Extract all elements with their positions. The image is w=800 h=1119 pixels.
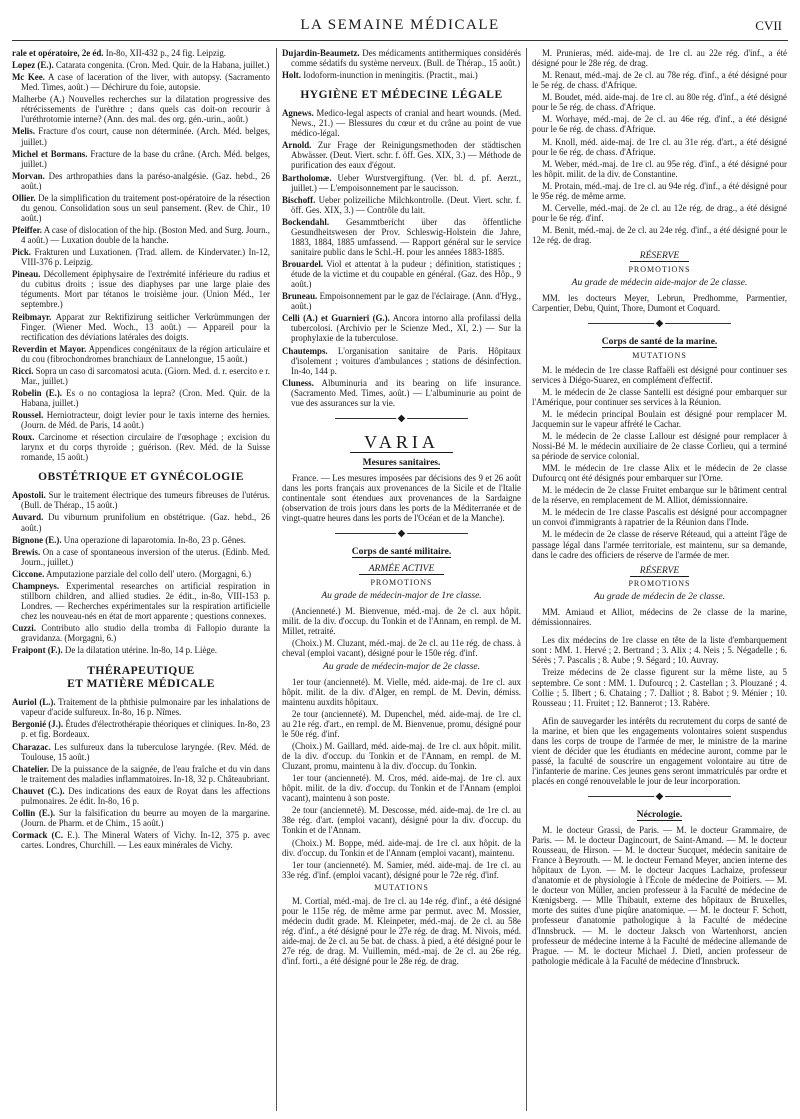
notice-paragraph: (Choix.) M. Cluzant, méd.-maj. de 2e cl. au 11e rég. de chass. à cheval (emploi vacant), désigné pour le 150e rég. d'inf. bbox=[282, 637, 521, 658]
bibliography-entry: Champneys. Experimental researches on artificial respiration in stillborn children, and allied studies. 2e édit., in-8o, VIII-153 p. Londres. — Recherches expérimentales sur la respiration artificielle chez les nouveau-nés en état de mort apparente ; questions connexes. bbox=[12, 580, 270, 622]
mesures-sanitaires-heading bbox=[282, 458, 521, 469]
subheading-text: Corps de santé de la marine. bbox=[601, 336, 718, 347]
entry-author: Cormack (C. bbox=[12, 830, 64, 841]
column-divider bbox=[276, 48, 277, 1111]
notice-paragraph: 1er tour (ancienneté). M. Vielle, méd. aide-maj. de 1re cl. aux hôpit. milit. de la div. d'Alger, en rempl. de M. Devin, démiss. maintenu auxdits hôpitaux. bbox=[282, 676, 521, 707]
bibliography-entry: Pick. Frakturen und Luxationen. (Trad. allem. de Kindervater.) In-12, VIII-376 p. Leipzig. bbox=[12, 247, 270, 268]
entry-author: Mc Kee. bbox=[12, 72, 45, 83]
entry-author: Chatelier. bbox=[12, 763, 49, 774]
bibliography-entry: Malherbe (A.) Nouvelles recherches sur la dilatation progressive des rétrécissements de l'urèthre ; dans quels cas doit-on recourir à l'uréthrotomie interne? (Ann. des mal. des org. gén.-urin., août.) bbox=[12, 94, 270, 125]
liste-paragraph: Les dix médecins de 1re classe en tête de la liste d'embarquement sont : MM. 1. Hervé ; 2. Bertrand ; 3. Alix ; 4. Neis ; 5. Négadelle ; 6. Sérès ; 7. Pascalis ; 8. Aube ; 9. Ségard ; 10. Auvray. bbox=[532, 635, 787, 666]
corps-militaire-heading bbox=[282, 547, 521, 558]
bibliography-list bbox=[12, 48, 270, 462]
notice-paragraph: M. le médecin de 2e classe de réserve Réteaud, qui a atteint l'âge de passage légal dans l'armée territoriale, est maintenu, sur sa demande, dans le cadre des officiers de réserve de l'armée de mer. bbox=[532, 529, 787, 560]
bibliography-entry: Apostoli. Sur le traitement électrique des tumeurs fibreuses de l'utérus. (Bull. de Thérap., 15 août.) bbox=[12, 490, 270, 511]
bibliography-entry: Bignone (E.). Una operazione di laparotomia. In-8o, 23 p. Gênes. bbox=[12, 534, 246, 545]
entry-author: Champneys. bbox=[12, 580, 60, 591]
paragraph-list bbox=[532, 365, 787, 560]
reserve-heading bbox=[532, 251, 787, 262]
bibliography-entry: Reibmayr. Apparat zur Rektifizirung seitlicher Verkrümmungen der Finger. (Wiener Med. Woch., 13 août.) — Appareil pour la rectification des déviations latérales des doigts. bbox=[12, 311, 270, 342]
section-heading-line: THÉRAPEUTIQUE bbox=[87, 665, 195, 678]
entry-author: Collin (E.). bbox=[12, 807, 56, 818]
bibliography-entry: Celli (A.) et Guarnieri (G.). Ancora intorno alla profilassi della tubercolosi. (Archivio per le Scienze Med., XI, 2.) — Sur la prophylaxie de la tuberculose. bbox=[282, 313, 521, 344]
entry-author: Dujardin-Beaumetz. bbox=[282, 48, 360, 58]
notice-paragraph: 2e tour (ancienneté). M. Descosse, méd. aide-maj. de 1re cl. au 38e rég. d'art. (emploi vacant), désigné pour la div. d'occup. du Tonkin et de l'Annam. bbox=[282, 805, 521, 836]
entry-author: Bergonié (J.). bbox=[12, 719, 64, 730]
notice-paragraph: M. le médecin de 1re classe Raffaëli est désigné pour continuer ses services à Diégo-Suarez, en complément d'effectif. bbox=[532, 364, 787, 385]
entry-author: Holt. bbox=[282, 70, 301, 81]
promotions-label: PROMOTIONS bbox=[628, 264, 691, 274]
ornament-divider bbox=[532, 317, 787, 331]
notice-paragraph: M. Protain, méd.-maj. de 1re cl. au 94e rég. d'inf., a été désigné pour le 95e rég. de même arme. bbox=[532, 180, 787, 201]
ornament-divider bbox=[282, 527, 521, 541]
diamond-ornament-icon: ◆ bbox=[397, 528, 406, 540]
notice-paragraph: 2e tour (ancienneté). M. Dupenchel, méd. aide-maj. de 1re cl. au 21e rég. d'art., en rempl. de M. Bienvenue, promu, désigné pour le 50e rég. d'inf. bbox=[282, 708, 521, 739]
entry-author: Pfeiffer. bbox=[12, 225, 42, 235]
reserve-paragraph: MM. les docteurs Meyer, Lebrun, Predhomme, Parmentier, Carpentier, Debu, Quint, Thore, Dumont et Coquard. bbox=[532, 292, 787, 313]
paragraph-list bbox=[532, 48, 787, 245]
header-rule bbox=[12, 40, 788, 41]
section-heading-line: ET MATIÈRE MÉDICALE bbox=[67, 678, 215, 691]
entry-author: Ollier. bbox=[12, 192, 36, 203]
bibliography-entry: Reverdin et Mayor. Appendices congénitaux de la région articulaire et du cou (fibrochondromes branchiaux de Lannelongue, 15 août.) bbox=[12, 343, 270, 364]
entry-author: Cluness. bbox=[282, 377, 314, 388]
subheading-text: Nécrologie. bbox=[636, 810, 683, 821]
necrologie-heading bbox=[532, 810, 787, 821]
entry-author: rale et opératoire, 2e éd. bbox=[12, 48, 104, 58]
entry-author: Cuzzi. bbox=[12, 623, 36, 634]
necrologie-paragraph: M. le docteur Grassi, de Paris. — M. le docteur Grammaire, de Paris. — M. le docteur Dagincourt, de Saint-Amand. — M. le docteur Rousseau, de Hirson. — M. le docteur Sucquet, médecin sanitaire de France à Beyrouth. — M. le docteur Fernand Meyer, ancien interne des hôpitaux de Lyon. — M. le docteur Jacques Lachaize, professeur d'anatomie et de physiologie à l'École de médecine de Poitiers. — M. le docteur von Müller, ancien professeur à la Faculté de médecine de Kœnigsberg. — Mlle Thibault, externe des hôpitaux de Bruxelles, morte des suites d'une piqûre anatomique. — M. le docteur F. Schott, professeur d'anatomie pathologique à la Faculté de médecine d'Innsbruck. — M. le docteur Jaksch von Wartenhorst, ancien professeur de médecine interne à la Faculté de médecine allemande de Prague. — M. le docteur Michael J. Dietl, ancien professeur de pathologie médicale à la Faculté de médecine d'Innsbruck. bbox=[532, 824, 787, 966]
armee-active-heading bbox=[282, 564, 521, 575]
notice-paragraph: M. Knoll, méd. aide-maj. de 1re cl. au 31e rég. d'art., a été désigné pour le 6e rég. de chass. d'Afrique. bbox=[532, 136, 787, 157]
corps-marine-heading bbox=[532, 337, 787, 348]
entry-author: Agnews. bbox=[282, 108, 314, 119]
entry-author: Reibmayr. bbox=[12, 311, 52, 322]
column-right bbox=[532, 48, 787, 1113]
bibliography-entry: Cuzzi. Contributo allo studio della tromba di Fallopio durante la gravidanza. (Morgagni, 6.) bbox=[12, 623, 270, 644]
column-divider bbox=[526, 48, 527, 1111]
entry-author: Fraipont (F.). bbox=[12, 645, 63, 656]
bibliography-list bbox=[282, 108, 521, 408]
notice-paragraph: (Ancienneté.) M. Bienvenue, méd.-maj. de 2e cl. aux hôpit. milit. de la div. d'occup. du Tonkin et de l'Annam, en rempl. de M. Millet, retraité. bbox=[282, 605, 521, 636]
bibliography-entry: Dujardin-Beaumetz. Des médicaments antithermiques considérés comme sédatifs du système nerveux. (Bull. de Thérap., 15 août.) bbox=[282, 48, 521, 69]
section-heading-obstetrique: OBSTÉTRIQUE ET GYNÉCOLOGIE bbox=[38, 471, 244, 484]
entry-author: Bartholomæ. bbox=[282, 172, 332, 183]
bibliography-entry: Arnold. Zur Frage der Reinigungsmethoden der städtischen Abwässer. (Deut. Viert. schr. f. öff. Ges. XIX, 3.) — Méthode de purification des eaux d'égout. bbox=[282, 140, 521, 171]
bibliography-entry: Pfeiffer. A case of dislocation of the hip. (Boston Med. and Surg. Journ., 4 août.) — Luxation double de la hanche. bbox=[12, 225, 270, 246]
entry-author: Bignone (E.). bbox=[12, 534, 62, 545]
bibliography-list bbox=[12, 697, 270, 850]
bibliography-entry: Roux. Carcinome et résection circulaire de l'œsophage ; excision du larynx et du corps thyroïde ; guérison. (Rev. Méd. de la Suisse romande, 15 août.) bbox=[12, 432, 270, 463]
bibliography-entry: Brewis. On a case of spontaneous inversion of the uterus. (Edinb. Med. Journ., juillet.) bbox=[12, 546, 270, 567]
notice-paragraph: (Choix.) M. Boppe, méd. aide-maj. de 1re cl. aux hôpit. de la div. d'occup. du Tonkin et de l'Annam (emploi vacant), maintenu. bbox=[282, 837, 521, 858]
bibliography-entry: Chauvet (C.). Des indications des eaux de Royat dans les affections pulmonaires. 2e édit. In-8o, 16 p. bbox=[12, 785, 270, 806]
bibliography-list bbox=[282, 48, 521, 80]
section-heading-therapeutique bbox=[12, 665, 270, 691]
entry-author: Auvard. bbox=[12, 512, 44, 523]
bibliography-entry: Ricci. Sopra un caso di sarcomatosi acuta. (Giorn. Med. d. r. esercito e r. Mar., juillet.) bbox=[12, 365, 270, 386]
subheading-text: Mesures sanitaires. bbox=[362, 458, 441, 469]
bibliography-entry: Bischoff. Ueber polizeiliche Milchkontrolle. (Deut. Viert. schr. f. öff. Ges. XIX, 3.) — Contrôle du lait. bbox=[282, 194, 521, 215]
bibliography-entry: Agnews. Medico-legal aspects of cranial and heart wounds. (Med. News., 21.) — Blessures du cœur et du crâne au point de vue médico-légal. bbox=[282, 108, 521, 139]
varia-heading bbox=[282, 432, 521, 452]
entry-author: Chautemps. bbox=[282, 345, 328, 356]
notice-paragraph: MM. le médecin de 1re classe Alix et le médecin de 2e classe Dufourcq ont été désignés pour embarquer sur l'Orne. bbox=[532, 463, 787, 484]
notice-paragraph: (Choix.) M. Gaillard, méd. aide-maj. de 1re cl. aux hôpit. milit. de la div. d'occup. du Tonkin et de l'Annam, en rempl. de M. Cluzant, promu, maintenu à la div. d'occup. du Tonkin. bbox=[282, 740, 521, 772]
bibliography-entry: Bruneau. Empoisonnement par le gaz de l'éclairage. (Ann. d'Hyg., août.) bbox=[282, 291, 521, 312]
promotions-label: PROMOTIONS bbox=[628, 579, 691, 589]
entry-author: Reverdin et Mayor. bbox=[12, 343, 87, 354]
paragraph-list bbox=[282, 677, 521, 880]
bibliography-entry: Morvan. Des arthropathies dans la paréso-analgésie. (Gaz. hebd., 26 août.) bbox=[12, 170, 270, 191]
bibliography-entry: Ollier. De la simplification du traitement post-opératoire de la résection du genou. Consolidation sous un seul pansement. (Rev. de Chir., 10 août.) bbox=[12, 192, 270, 223]
entry-author: Roussel. bbox=[12, 410, 44, 421]
mutations-paragraph: M. Cortial, méd.-maj. de 1re cl. au 14e rég. d'inf., a été désigné pour le 115e rég. de même arme par permut. avec M. Mossier, médecin dudit grade. M. Kleinpeter, méd.-maj. de 2e cl. au 58e rég. d'inf., a été désigné pour le 27e rég. de drag. M. Nivois, méd. aide-maj. de 2e cl. au 5e bat. de chass. à pied, a été désigné pour le 27e rég. de drag. M. Vuillemin, méd.-maj. de 2e cl. au 26e rég. d'inf. forti., a été désigné pour le 28e rég. de drag. bbox=[282, 895, 521, 967]
entry-author: Ciccone. bbox=[12, 568, 45, 579]
notice-paragraph: M. Weber, méd.-maj. de 1re cl. au 95e rég. d'inf., a été désigné pour les hôpit. milit. de la div. de Constantine. bbox=[532, 158, 787, 179]
paragraph-list bbox=[282, 606, 521, 658]
bibliography-entry: Cormack (C. E.). The Mineral Waters of Vichy. In-12, 375 p. avec cartes. Londres, Churchill. — Les eaux minérales de Vichy. bbox=[12, 830, 270, 851]
bibliography-entry: Michel et Bormans. Fracture de la base du crâne. (Arch. Méd. belges, juillet.) bbox=[12, 148, 270, 169]
bibliography-entry: Roussel. Herniotracteur, doigt levier pour le taxis interne des hernies. (Journ. de Méd. de Paris, 14 août.) bbox=[12, 410, 270, 431]
bibliography-entry: Collin (E.). Sur la falsification du beurre au moyen de la margarine. (Journ. de Pharm. et de Chim., 15 août.) bbox=[12, 807, 270, 828]
entry-author: Brewis. bbox=[12, 546, 41, 557]
mesures-paragraph: France. — Les mesures imposées par décisions des 9 et 26 août dans les ports français aux provenances de la Sicile et de l'Italie continentale sont étendues aux provenances de la Sardaigne (observation de trois jours dans les ports de la Méditerranée et de vingt-quatre heures dans les ports de l'Océan et de la Manche). bbox=[282, 472, 521, 524]
treize-paragraph: Treize médecins de 2e classe figurent sur la même liste, au 5 septembre. Ce sont : MM. 1. Dufourcq ; 2. Castellan ; 3. Plouzané ; 4. Collie ; 5. Ilbert ; 6. Chataing ; 7. Dalliot ; 8. Babot ; 9. Ménier ; 10. Rousseau ; 11. Fruitet ; 12. Bannerot ; 13. Rabère. bbox=[532, 667, 787, 708]
bibliography-entry: Robelin (E.). Es o no contagiosa la lepra? (Cron. Med. Quir. de la Habana, juillet.) bbox=[12, 387, 270, 408]
ornament-divider bbox=[282, 412, 521, 426]
bibliography-entry: Lopez (E.). Catarata congenita. (Cron. Med. Quir. de la Habana, juillet.) bbox=[12, 60, 270, 71]
subheading-text: ARMÉE ACTIVE bbox=[359, 564, 445, 575]
entry-author: Roux. bbox=[12, 432, 35, 443]
bibliography-entry: Holt. Iodoform-inunction in meningitis. (Practit., mai.) bbox=[282, 70, 478, 81]
bibliography-entry: Brouardel. Viol et attentat à la pudeur ; définition, statistiques ; étude de la victime et du coupable en général. (Gaz. des Hôp., 9 août.) bbox=[282, 259, 521, 290]
entry-author: Charazac. bbox=[12, 741, 51, 752]
bibliography-entry: rale et opératoire, 2e éd. In-8o, XII-432 p., 24 fig. Leipzig. bbox=[12, 48, 227, 58]
notice-paragraph: M. Cervelle, méd.-maj. de 2e cl. au 12e rég. de drag., a été désigné pour le 6e rég. d'inf. bbox=[532, 202, 787, 223]
reserve-paragraph: MM. Amiaud et Alliot, médecins de 2e classe de la marine, démissionnaires. bbox=[532, 607, 787, 628]
subheading-text: RÉSERVE bbox=[630, 566, 689, 577]
notice-paragraph: M. Renaut, méd.-maj. de 2e cl. au 78e rég. d'inf., a été désigné pour le 5e rég. de chass. d'Afrique. bbox=[532, 70, 787, 91]
grade-heading: Au grade de médecin de 2e classe. bbox=[593, 592, 726, 603]
notice-paragraph: 1er tour (ancienneté). M. Samier, méd. aide-maj. de 1re cl. au 33e rég. d'inf. (emploi vacant), désigné pour le 72e rég. d'inf. bbox=[282, 859, 521, 880]
bibliography-list bbox=[12, 490, 270, 655]
varia-title: VARIA bbox=[350, 432, 453, 453]
entry-author: Brouardel. bbox=[282, 259, 324, 270]
entry-author: Robelin (E.). bbox=[12, 387, 63, 398]
bibliography-entry: Melis. Fracture d'os court, cause non déterminée. (Arch. Méd. belges, juillet.) bbox=[12, 126, 270, 147]
diamond-ornament-icon: ◆ bbox=[655, 317, 664, 329]
grade-heading: Au grade de médecin-major de 1re classe. bbox=[321, 590, 482, 601]
entry-author: Chauvet (C.). bbox=[12, 785, 65, 796]
bibliography-entry: Charazac. Les sulfureux dans la tuberculose laryngée. (Rev. Méd. de Toulouse, 15 août.) bbox=[12, 741, 270, 762]
bibliography-entry: Auvard. Du viburnum prunifolium en obstétrique. (Gaz. hebd., 26 août.) bbox=[12, 512, 270, 533]
entry-author: Bischoff. bbox=[282, 194, 316, 205]
bibliography-entry: Bockendahl. Gesammtbericht über das öffentliche Gesundheitswesen der Prov. Schleswig-Holstein die Jahre, 1883, 1884, 1885 umfassend. — Rapport général sur le service sanitaire public dans le Schl.-H. pour les années 1883-1885. bbox=[282, 216, 521, 257]
ornament-divider bbox=[532, 790, 787, 804]
notice-paragraph: M. Prunieras, méd. aide-maj. de 1re cl. au 22e rég. d'inf., a été désigné pour le 28e rég. de drag. bbox=[532, 48, 787, 69]
bibliography-entry: Chautemps. L'organisation sanitaire de Paris. Hôpitaux d'isolement ; voitures d'ambulances ; stations de désinfection. In-4o, 144 p. bbox=[282, 345, 521, 376]
afin-paragraph: Afin de sauvegarder les intérêts du recrutement du corps de santé de la marine, et bien que les engagements volontaires soient suspendus dans les corps de troupe de l'armée de mer, le ministre de la marine vient de décider que les étudiants en médecine auront, comme par le passé, la faculté de souscrire un engagement volontaire au titre de l'infanterie de marine. Ces jeunes gens seront immatriculés par ordre et placés en congé renouvelable le jour de leur incorporation. bbox=[532, 715, 787, 787]
entry-author: Ricci. bbox=[12, 365, 34, 376]
bibliography-entry: Pineau. Décollement épiphysaire de l'extrémité inférieure du radius et du cubitus droits ; issue des diaphyses par une large plaie des téguments. Mort par tétanos le troisième jour. (Union Méd., 1er septembre.) bbox=[12, 269, 270, 310]
notice-paragraph: M. le médecin de 2e classe Fruitet embarque sur le bâtiment central de la réserve, en remplacement de M. Alliot, démissionnaire. bbox=[532, 485, 787, 506]
diamond-ornament-icon: ◆ bbox=[655, 791, 664, 803]
notice-paragraph: M. Boudet, méd. aide-maj. de 1re cl. au 80e rég. d'inf., a été désigné pour le 5e rég. de chass. d'Afrique. bbox=[532, 92, 787, 113]
subheading-text: Corps de santé militaire. bbox=[351, 547, 452, 558]
page-number: CVII bbox=[755, 18, 782, 33]
section-heading-hygiene: HYGIÈNE ET MÉDECINE LÉGALE bbox=[300, 89, 503, 102]
entry-author: Morvan. bbox=[12, 170, 45, 181]
bibliography-entry: Fraipont (F.). De la dilatation utérine. In-8o, 14 p. Liège. bbox=[12, 645, 217, 656]
column-left bbox=[12, 48, 270, 1113]
notice-paragraph: M. Worhaye, méd.-maj. de 2e cl. au 46e rég. d'inf., a été désigné pour le 6e rég. de chass. d'Afrique. bbox=[532, 114, 787, 135]
bibliography-entry: Ciccone. Amputazione parziale del collo dell' utero. (Morgagni, 6.) bbox=[12, 568, 252, 579]
notice-paragraph: M. le médecin de 1re classe Pascalis est désigné pour accompagner un convoi d'immigrants à rapatrier de la Réunion dans l'Inde. bbox=[532, 507, 787, 528]
bibliography-entry: Mc Kee. A case of laceration of the liver, with autopsy. (Sacramento Med. Times, août.) — Déchirure du foie, autopsie. bbox=[12, 72, 270, 93]
entry-author: Lopez (E.). bbox=[12, 60, 54, 71]
diamond-ornament-icon: ◆ bbox=[397, 412, 406, 424]
journal-title: LA SEMAINE MÉDICALE bbox=[300, 17, 500, 33]
notice-paragraph: 1er tour (ancienneté). M. Cros, méd. aide-maj. de 1re cl. aux hôpit. milit. de la div. d'occup. du Tonkin et de l'Annam (emploi vacant), maintenu à son poste. bbox=[282, 773, 521, 804]
entry-author: Pick. bbox=[12, 247, 31, 258]
notice-paragraph: M. le médecin de 2e classe Lallour est désigné pour remplacer à Nossi-Bé M. le médecin auxiliaire de 2e classe Corlieu, qui a terminé sa période de service colonial. bbox=[532, 430, 787, 462]
entry-author: Bockendahl. bbox=[282, 216, 330, 227]
running-header bbox=[12, 8, 788, 44]
column-middle bbox=[282, 48, 521, 1113]
entry-author: Celli (A.) et Guarnieri (G.). bbox=[282, 313, 390, 324]
mutations-label: MUTATIONS bbox=[632, 351, 687, 361]
entry-author: Auriol (L.). bbox=[12, 697, 56, 708]
entry-author: Michel et Bormans. bbox=[12, 148, 88, 159]
bibliography-entry: Chatelier. De la puissance de la saignée, de l'eau fraîche et du vin dans le traitement des maladies inflammatoires. In-18, 32 p. Châteaubriant. bbox=[12, 763, 270, 784]
grade-heading: Au grade de médecin aide-major de 2e classe. bbox=[571, 277, 748, 288]
entry-author: Apostoli. bbox=[12, 490, 46, 501]
bibliography-entry: Auriol (L.). Traitement de la phthisie pulmonaire par les inhalations de vapeur d'acide sulfureux. In-8o, 16 p. Nîmes. bbox=[12, 697, 270, 718]
grade-heading: Au grade de médecin-major de 2e classe. bbox=[323, 661, 480, 672]
entry-author: Arnold. bbox=[282, 140, 312, 151]
mutations-label: MUTATIONS bbox=[374, 882, 429, 892]
notice-paragraph: M. le médecin principal Boulain est désigné pour remplacer M. Jacquemin sur le vapeur affrété le Cachar. bbox=[532, 408, 787, 429]
bibliography-entry: Bergonié (J.). Études d'électrothérapie théoriques et cliniques. In-8o, 23 p. et fig. Bordeaux. bbox=[12, 719, 270, 740]
bibliography-entry: Cluness. Albuminuria and its bearing on life insurance. (Sacramento Med. Times, août.) — L'albuminurie au point de vue des assurances sur la vie. bbox=[282, 377, 521, 408]
promotions-label: PROMOTIONS bbox=[370, 577, 433, 587]
notice-paragraph: M. Benit, méd.-maj. de 2e cl. au 24e rég. d'inf., a été désigné pour le 12e rég. de drag. bbox=[532, 225, 787, 246]
notice-paragraph: M. le médecin de 2e classe Santelli est désigné pour embarquer sur l'Amérique, pour continuer ses services à la Réunion. bbox=[532, 386, 787, 407]
entry-author: Bruneau. bbox=[282, 291, 318, 302]
subheading-text: RÉSERVE bbox=[630, 251, 689, 262]
reserve-heading bbox=[532, 566, 787, 577]
entry-author: Pineau. bbox=[12, 269, 41, 280]
entry-author: Melis. bbox=[12, 126, 35, 137]
bibliography-entry: Bartholomæ. Ueber Wurstvergiftung. (Ver. bl. d. pf. Aerzt., juillet.) — L'empoisonnement par le saucisson. bbox=[282, 172, 521, 193]
